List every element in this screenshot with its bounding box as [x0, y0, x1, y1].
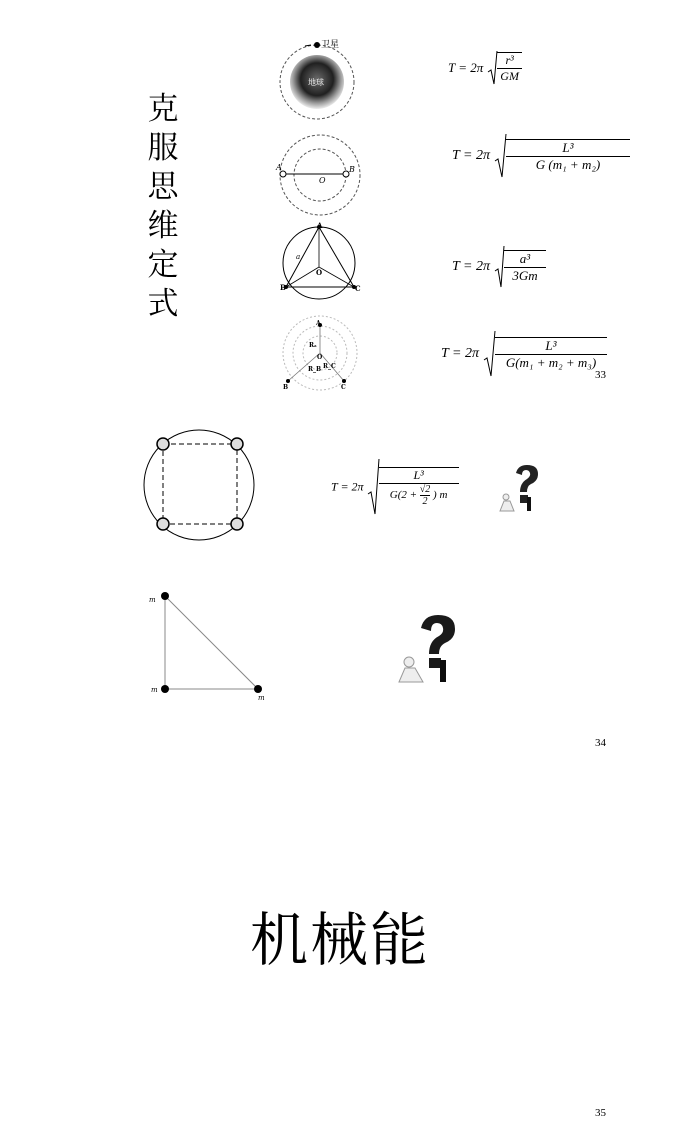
- formula-denominator: G(m₁ + m₂ + m₃): [505, 355, 597, 370]
- formula-numerator: L³: [495, 338, 607, 355]
- page-number: 33: [595, 369, 606, 381]
- vertical-title: [146, 90, 180, 324]
- formula-numerator: L³: [379, 468, 459, 484]
- label-b: B: [349, 165, 355, 174]
- title-char: 定: [147, 247, 179, 283]
- formula-period-triple: T = 2π $\frac{\text{L³}}{\text{G(m₁ + m₂ + m₃)}}$: [441, 330, 607, 378]
- label-a: A: [317, 221, 323, 230]
- formula-period-satellite: T = 2π $\frac{\text{r³}}{GM}$: [448, 50, 522, 86]
- right-triangle-mass-diagram: [148, 590, 274, 702]
- formula-denominator: GM: [500, 69, 519, 83]
- label-b: B: [280, 283, 286, 292]
- label-rc: R_C: [323, 363, 336, 370]
- mass-label-bottom-left: m: [151, 686, 158, 694]
- page-number: 34: [595, 737, 606, 749]
- square-star-diagram: [140, 428, 260, 544]
- satellite-label: 卫星: [321, 40, 340, 50]
- label-a: A: [276, 163, 282, 172]
- mass-label-top: m: [149, 596, 156, 604]
- formula-denominator: 3Gm: [512, 268, 538, 283]
- title-char: 式: [147, 286, 179, 322]
- title-char: 思: [147, 169, 179, 205]
- formula-numerator: a³: [504, 251, 546, 268]
- question-figure-icon: [393, 612, 463, 690]
- formula-period-binary: T = 2π $\frac{\text{L³}}{\text{G (m₁ + m₂)}}$: [452, 133, 630, 179]
- formula-numerator: r³: [497, 53, 522, 69]
- earth-label: 地球: [308, 78, 324, 87]
- label-ra: Rₐ: [309, 342, 317, 349]
- label-a: A: [316, 320, 321, 327]
- label-c: C: [341, 384, 346, 391]
- label-o: O: [316, 268, 323, 277]
- title-char: 维: [147, 208, 179, 244]
- section-title: 机械能: [249, 906, 430, 974]
- label-o: O: [319, 176, 326, 185]
- label-o: O: [317, 354, 323, 361]
- mass-label-bottom-right: m: [258, 694, 265, 702]
- title-char: 克: [147, 91, 179, 127]
- satellite-earth-diagram: [275, 38, 365, 120]
- triangle-star-diagram: [278, 223, 364, 299]
- page-number: 35: [595, 1107, 606, 1119]
- question-figure-icon: [496, 463, 542, 517]
- formula-period-triangle: T = 2π $\frac{\text{a³}}{3Gm}$: [452, 245, 546, 289]
- formula-period-square: T = 2π L³ G(2 + $\frac{√2}{2}$ ) m: [331, 458, 459, 516]
- binary-star-diagram: [276, 133, 366, 217]
- triple-orbit-diagram: [278, 313, 364, 393]
- label-side: a: [296, 253, 301, 261]
- formula-numerator: L³: [506, 140, 630, 157]
- label-b: B: [283, 384, 289, 391]
- label-c: C: [355, 284, 361, 293]
- label-rb: R_B: [308, 366, 322, 373]
- formula-denominator: G (m₁ + m₂): [535, 157, 601, 172]
- title-char: 服: [147, 130, 179, 166]
